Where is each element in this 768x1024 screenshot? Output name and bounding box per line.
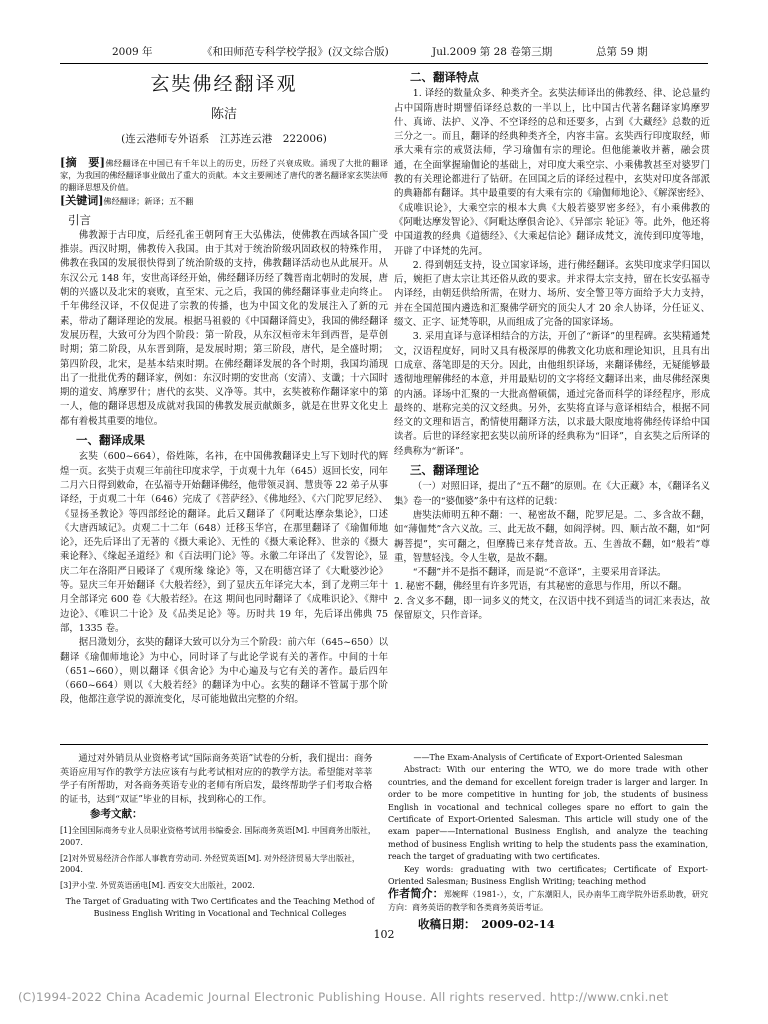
section-2-paragraph: 2. 得到朝廷支持，设立国家译场，进行佛经翻译。玄奘印度求学归国以后，婉拒了唐太宗让其还俗从政的要求。并求得太宗支持，留在长安弘福寺内译经，由朝廷供给所需，在财力、场所、安全警卫等方面给予大力支持，并在全国范围内遴选和汇聚佛学研究的顶尖人才 20 余人协译，分任证义、缀文、正字、证梵等职，从而组成了完备的国家译场。 [394, 259, 710, 329]
running-header [60, 44, 708, 62]
header-year: 2009 年 [112, 46, 153, 58]
article-title: 玄奘佛经翻译观 [150, 73, 298, 95]
article-affiliation: (连云港师专外语系 江苏连云港 222006) [121, 133, 327, 146]
intro-paragraph: 佛教源于古印度，后经孔雀王朝阿育王大弘佛法，使佛教在西域各国广受推崇。西汉时期，佛教传入我国。由于其对于统治阶级巩固政权的特殊作用，佛教在我国的发展很快得到了统治阶级的支持，佛教翻译活动也从此展开。从东汉公元 148 年，安世高译经开始，佛经翻译历经了魏晋南北朝时的发展，唐朝的兴盛以及北宋的衰败，直至宋、元之后，我国的佛经翻译事业走向终止。千年佛经汉译，不仅促进了宗教的传播，也为中国文化的发展注入了新的元素，带动了翻译理论的发展。根据马祖毅的《中国翻译简史》，我国的佛经翻译发展历程，大致可分为四个阶段：第一阶段，从东汉桓帝末年到西晋，是草创时期；第二阶段，从东晋到隋，是发展时期；第三阶段，唐代，是全盛时期；第四阶段，北宋，是基本结束时期。在佛经翻译发展的各个时期，我国均涌现出了一批批优秀的翻译家，例如：东汉时期的安世高（安清）、支谶；十六国时期的道安、鸠摩罗什；唐代的玄奘、义净等。其中，玄奘被称作翻译家中的第一人，他的翻译思想及成就对我国的佛教发展贡献颇多，就是在世界文化史上都有着极其重要的地位。 [60, 229, 388, 427]
prev-article-paragraph: 通过对外销员从业资格考试“国际商务英语”试卷的分析，我们提出：商务英语应用写作的教学方法应该有与此考试相对应的的教学方法。希望能对莘莘学子有所帮助，对各商务英语专业的老师有所启发，最终帮助学子们考取合格的证书，达到“双证”毕业的目标，找到称心的工作。 [60, 753, 373, 805]
header-total: 总第 59 期 [596, 46, 648, 58]
keywords-label: [关键词] [60, 193, 104, 207]
bio-text: 郑婉辉（1981-），女，广东潮阳人，民办南华工商学院外语系助教，研究方向：商务英语的教学和各类商务英语考证。 [388, 890, 709, 912]
section-3-paragraph: 2. 含义多不翻，即一词多义的梵文，在汉语中找不到适当的词汇来表达，故保留原文，只作音译。 [394, 595, 710, 621]
english-keywords: Key words: graduating with two certificates; Certificate of Export-Oriented Salesman; Business English Writing; teaching method [388, 864, 708, 887]
section-3-paragraph: 1. 秘密不翻，佛经里有许多咒语，有其秘密的意思与作用，所以不翻。 [394, 581, 688, 593]
section-3-paragraph: “不翻”并不是指不翻译，而是说“不意译”，主要采用音译法。 [412, 567, 667, 579]
keywords-block [60, 195, 388, 207]
abstract-text: 佛经翻译在中国已有千年以上的历史，历经了兴衰成败。涌现了大批的翻译家，为我国的佛经翻译事业做出了重大的贡献。本文主要阐述了唐代的著名翻译家玄奘法师的翻译思想及价值。 [60, 157, 388, 192]
keywords-text: 佛经翻译；新译；五不翻 [103, 195, 194, 206]
reference-item: [3]尹小莹. 外贸英语函电[M]. 西安交大出版社，2002. [60, 881, 255, 891]
left-column [60, 66, 388, 708]
section-2-heading: 二、翻译特点 [410, 70, 479, 84]
header-journal: 《和田师范专科学校学报》(汉文综合版) [202, 46, 389, 58]
prev-article-right [388, 752, 708, 931]
section-3-paragraph: （一）对照旧译，提出了“五不翻”的原则。在《大正藏》本，《翻译名义集》卷一的“婆伽婆”条中有这样的记载： [394, 481, 710, 507]
copyright-footer: (C)1994-2022 China Academic Journal Electronic Publishing House. All rights reserved. http://www.cnki.net [18, 990, 669, 1004]
section-3-heading: 三、翻译理论 [410, 463, 479, 478]
received-date: 收稿日期： 2009-02-14 [418, 917, 555, 932]
section-1-heading: 一、翻译成果 [76, 433, 145, 448]
article-separator-rule [60, 744, 708, 745]
english-title: The Target of Graduating with Two Certificates and the Teaching Method of Business English Writing in Vocational and Technical Colleges [65, 896, 375, 919]
abstract-block [60, 157, 388, 193]
section-3-quote: 唐奘法师明五种不翻：一、秘密故不翻，陀罗尼是。二、多含故不翻，如“薄伽梵”含六义故。三、此无故不翻，如阎浮树。四、顺古故不翻，如“阿耨菩提”，实可翻之，但摩腾已来存梵音故。五、生善故不翻，如“般若”尊重，智慧轻浅。令人生敬，是故不翻。 [394, 509, 710, 564]
abstract-label: [摘 要] [60, 155, 105, 169]
article-author: 陈洁 [210, 107, 237, 122]
reference-item: [2]对外贸易经济合作部人事教育劳动司. 外经贸英语[M]. 对外经济贸易大学出版社，2004. [60, 853, 360, 875]
english-abstract: Abstract: With our entering the WTO, we do more trade with other countries, and the demand for excellent foreign trader is larger and larger. In order to be more competitive in hunting for job, the students of business English in vocational and technical colleges spare no effort to gain the Certificate of Export-Oriented Salesman. This article will study one of the exam paper——International Business English, and analyze the teaching method of business English writing to help the students pass the examination, reach the target of graduating with two certificates. [388, 765, 708, 862]
section-1-paragraph: 据吕澂划分，玄奘的翻译大致可以分为三个阶段：前六年（645~650）以翻译《瑜伽师地论》为中心，同时译了与此论学说有关的著作。中间的十年（651~660），则以翻译《俱舍论》为中心遍及与它有关的著作。最后四年（660~664）则以《大般若经》的翻译为中心。玄奘的翻译不管属于那个阶段，他都注意学说的源流变化，尽可能地做出完整的介绍。 [60, 637, 388, 706]
references-heading: 参考文献： [90, 808, 143, 821]
reference-item: [1]全国国际商务专业人员职业资格考试用书编委会. 国际商务英语[M]. 中国商务出版社，2007. [60, 825, 376, 847]
section-2-paragraph: 3. 采用直译与意译相结合的方法，开创了“新译”的里程碑。玄奘精通梵文，汉语程度好，同时又具有极深厚的佛教文化功底和理论知识，且具有出口成章、落笔即是的天分。因此，由他组织译场，来翻译佛经，无疑能够最透彻地理解佛经的本意，并用最贴切的文字将经文翻译出来，曲尽佛经深奥的内涵。译场中汇聚的一大批高僧硕儒，通过完备而科学的译经程序，形成最终的、堪称完美的汉文经典。另外，玄奘将直译与意译相结合，根据不同经文的文理和语言，酌情使用翻译方法，以求最大限度地将佛经传译给中国读者。后世的译经家把玄奘以前所译的经典称为“旧译”，自玄奘之后所译的经典称为“新译”。 [394, 331, 710, 457]
section-2-paragraph: 1. 译经的数量众多、种类齐全。玄奘法师译出的佛教经、律、论总量约占中国隋唐时期譬佰译经总数的一半以上，比中国古代著名翻译家鸠摩罗什、真谛、法护、义净、不空译经的总和还要多，占到《大藏经》总数的近三分之一。而且，翻译的经典种类齐全，内容丰富。玄奘西行印度取经，师承大乘有宗的戒贤法师，学习瑜伽有宗的理论。但他能兼收并蓄，融会贯通，在全面掌握瑜伽论的基础上，对印度大乘空宗、小乘佛教甚至对婆罗门教的有关理论都进行了钻研。在回国之后的译经过程中，玄奘对印度各部派的典籍都有翻译。其中最重要的有大乘有宗的《瑜伽师地论》、《解深密经》、《成唯识论》，大乘空宗的根本大典《大般若婆罗密多经》，有小乘佛教的《阿毗达摩发智论》、《阿毗达摩俱舍论》、《异部宗 轮证》等。此外，他还将中国道教的经典《道德经》、《大乘起信论》翻译成梵文，流传到印度等地，开辟了中译梵的先河。 [394, 88, 710, 257]
header-rule [60, 63, 708, 64]
prev-article-left [60, 752, 380, 921]
page-number: 102 [373, 928, 395, 941]
header-issue: Jul.2009 第 28 卷第三期 [432, 46, 553, 58]
bio-label: 作者简介： [388, 887, 444, 901]
section-1-paragraph: 玄奘（600~664），俗姓陈，名祎，在中国佛教翻译史上写下划时代的辉煌一页。玄奘于贞观三年前往印度求学，于贞观十九年（645）返回长安，同年二月六日得到敕命，在弘福寺开始翻译佛经，他带领灵润、慧贵等 22 弟子从事译经，于贞观二十年（646）完成了《菩萨经》、《佛地经》、《六门陀罗尼经》、《显扬圣教论》等四部经论的翻译。此后又翻译了《阿毗达摩杂集论》，口述《大唐西域记》。贞观二十二年（648）迁移玉华宫，在那里翻译了《瑜伽师地论》，还先后译出了无著的《摄大乘论》、无性的《摄大乘论释》、世亲的《摄大乘论释》、《缘起圣道经》和《百法明门论》等。永徽二年译出了《发智论》，显庆二年在洛阳严日殿译了《观所缘 缘论》等，又在明德宫译了《大毗婆沙论》等。显庆三年开始翻译《大般若经》，到了显庆五年译完大本，到了龙朔三年十月全部译完 600 卷《大般若经》。在这 期间也同时翻译了《成唯识论》、《辩中边论》、《唯识二十论》及《品类足论》等。历时共 19 年，先后译出佛典 75 部，1335 卷。 [60, 451, 388, 634]
intro-heading: 引言 [68, 212, 91, 227]
english-subtitle: ——The Exam-Analysis of Certificate of Export-Oriented Salesman [413, 753, 683, 762]
right-column [394, 66, 710, 623]
